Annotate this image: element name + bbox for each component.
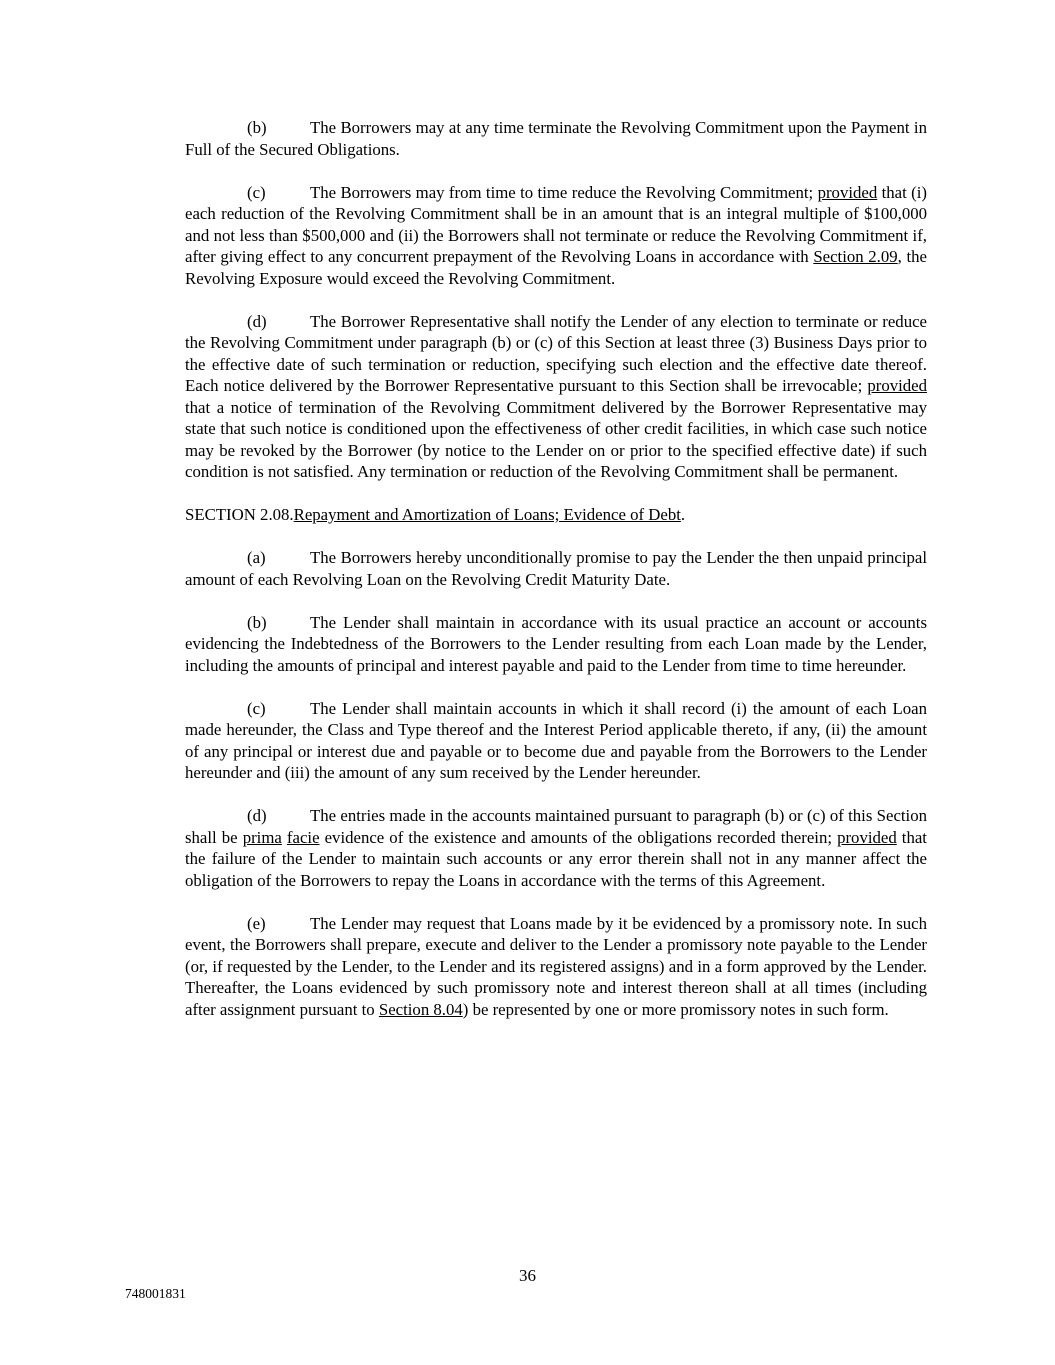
text-segment: , the Revolving Exposure would exceed the Revolving Commitment. [185, 247, 927, 288]
underlined-text: provided [837, 827, 897, 847]
text-segment: The Lender shall maintain in accordance with its usual practice an account or accounts evidencing the Indebtedness of the Borrowers to the Lender resulting from each Loan made by the Lender, including the amounts of principal and interest payable and paid to the Lender from time to time hereunder. [185, 612, 927, 675]
text-segment: The Borrowers hereby unconditionally promise to pay the Lender the then unpaid principal amount of each Revolving Loan on the Revolving Credit Maturity Date. [185, 548, 927, 589]
underlined-text: prima [242, 827, 282, 847]
text-segment: that a notice of termination of the Revolving Commitment delivered by the Borrower Representative may state that such notice is conditioned upon the effectiveness of other credit facilities, in which case such notice may be revoked by the Borrower (by notice to the Lender on or prior to the specified effective date) if such condition is not satisfied. Any termination or reduction of the Revolving Commitment shall be permanent. [185, 397, 927, 481]
paragraph-label: (d) [247, 311, 267, 331]
text-segment: The entries made in the accounts maintained pursuant to paragraph (b) or (c) of this Section shall be [185, 806, 927, 847]
paragraph-c [185, 698, 927, 784]
underlined-text: Section 8.04 [378, 999, 463, 1019]
paragraph-a [185, 547, 927, 590]
paragraph-label: (b) [247, 612, 267, 632]
text-segment: that the failure of the Lender to maintain such accounts or any error therein shall not in any manner affect the obligation of the Borrowers to repay the Loans in accordance with the terms of this Agreement. [185, 827, 927, 890]
text-segment: The Lender may request that Loans made by it be evidenced by a promissory note. In such event, the Borrowers shall prepare, execute and deliver to the Lender a promissory note payable to the Lender (or, if requested by the Lender, to the Lender and its registered assigns) and in a form approved by the Lender. Thereafter, the Loans evidenced by such promissory note and interest thereon shall at all times (including after assignment pursuant to [185, 913, 927, 1019]
document-id-number: 748001831 [125, 1286, 186, 1301]
text-segment: that (i) each reduction of the Revolving Commitment shall be in an amount that is an integral multiple of $100,000 and not less than $500,000 and (ii) the Borrowers shall not terminate or reduce the Revolving Commitment if, after giving effect to any concurrent prepayment of the Revolving Loans in accordance with [185, 182, 927, 266]
paragraph-label: (a) [247, 548, 266, 567]
text-segment: evidence of the existence and amounts of the obligations recorded therein; [319, 827, 838, 847]
paragraph-c [185, 182, 927, 290]
text-segment: ) be represented by one or more promissory notes in such form. [462, 999, 889, 1019]
section-title-period: . [680, 505, 686, 524]
section-number: SECTION 2.08. [185, 505, 294, 524]
paragraph-label: (c) [247, 698, 266, 718]
paragraph-d [185, 805, 927, 891]
text-segment: The Borrowers may from time to time reduce the Revolving Commitment; [310, 182, 818, 202]
text-segment: The Borrower Representative shall notify the Lender of any election to terminate or reduce the Revolving Commitment under paragraph (b) or (c) of this Section at least three (3) Business Days prior to the effective date of such termination or reduction, specifying such election and the effective date thereof. Each notice delivered by the Borrower Representative pursuant to this Section shall be irrevocable; [185, 311, 927, 395]
text-segment: The Borrowers may at any time terminate the Revolving Commitment upon the Payment in Full of the Secured Obligations. [185, 118, 927, 159]
paragraph-d [185, 311, 927, 483]
document-body [185, 117, 927, 1042]
underlined-text: provided [817, 182, 878, 202]
section-heading [185, 504, 927, 526]
page-number: 36 [519, 1266, 536, 1285]
paragraph-label: (e) [247, 913, 266, 933]
text-segment: The Lender shall maintain accounts in which it shall record (i) the amount of each Loan made hereunder, the Class and Type thereof and the Interest Period applicable thereto, if any, (ii) the amount of any principal or interest due and payable or to become due and payable from the Borrowers to the Lender hereunder and (iii) the amount of any sum received by the Lender hereunder. [185, 698, 927, 782]
underlined-text: Section 2.09 [813, 247, 898, 266]
paragraph-label: (c) [247, 182, 266, 202]
paragraph-e [185, 913, 927, 1021]
underlined-text: provided [867, 376, 927, 395]
paragraph-label: (b) [247, 118, 267, 137]
paragraph-label: (d) [247, 806, 267, 825]
paragraph-b [185, 117, 927, 160]
paragraph-b [185, 612, 927, 677]
underlined-text: facie [286, 827, 320, 847]
section-title: Repayment and Amortization of Loans; Evidence of Debt [293, 505, 681, 524]
